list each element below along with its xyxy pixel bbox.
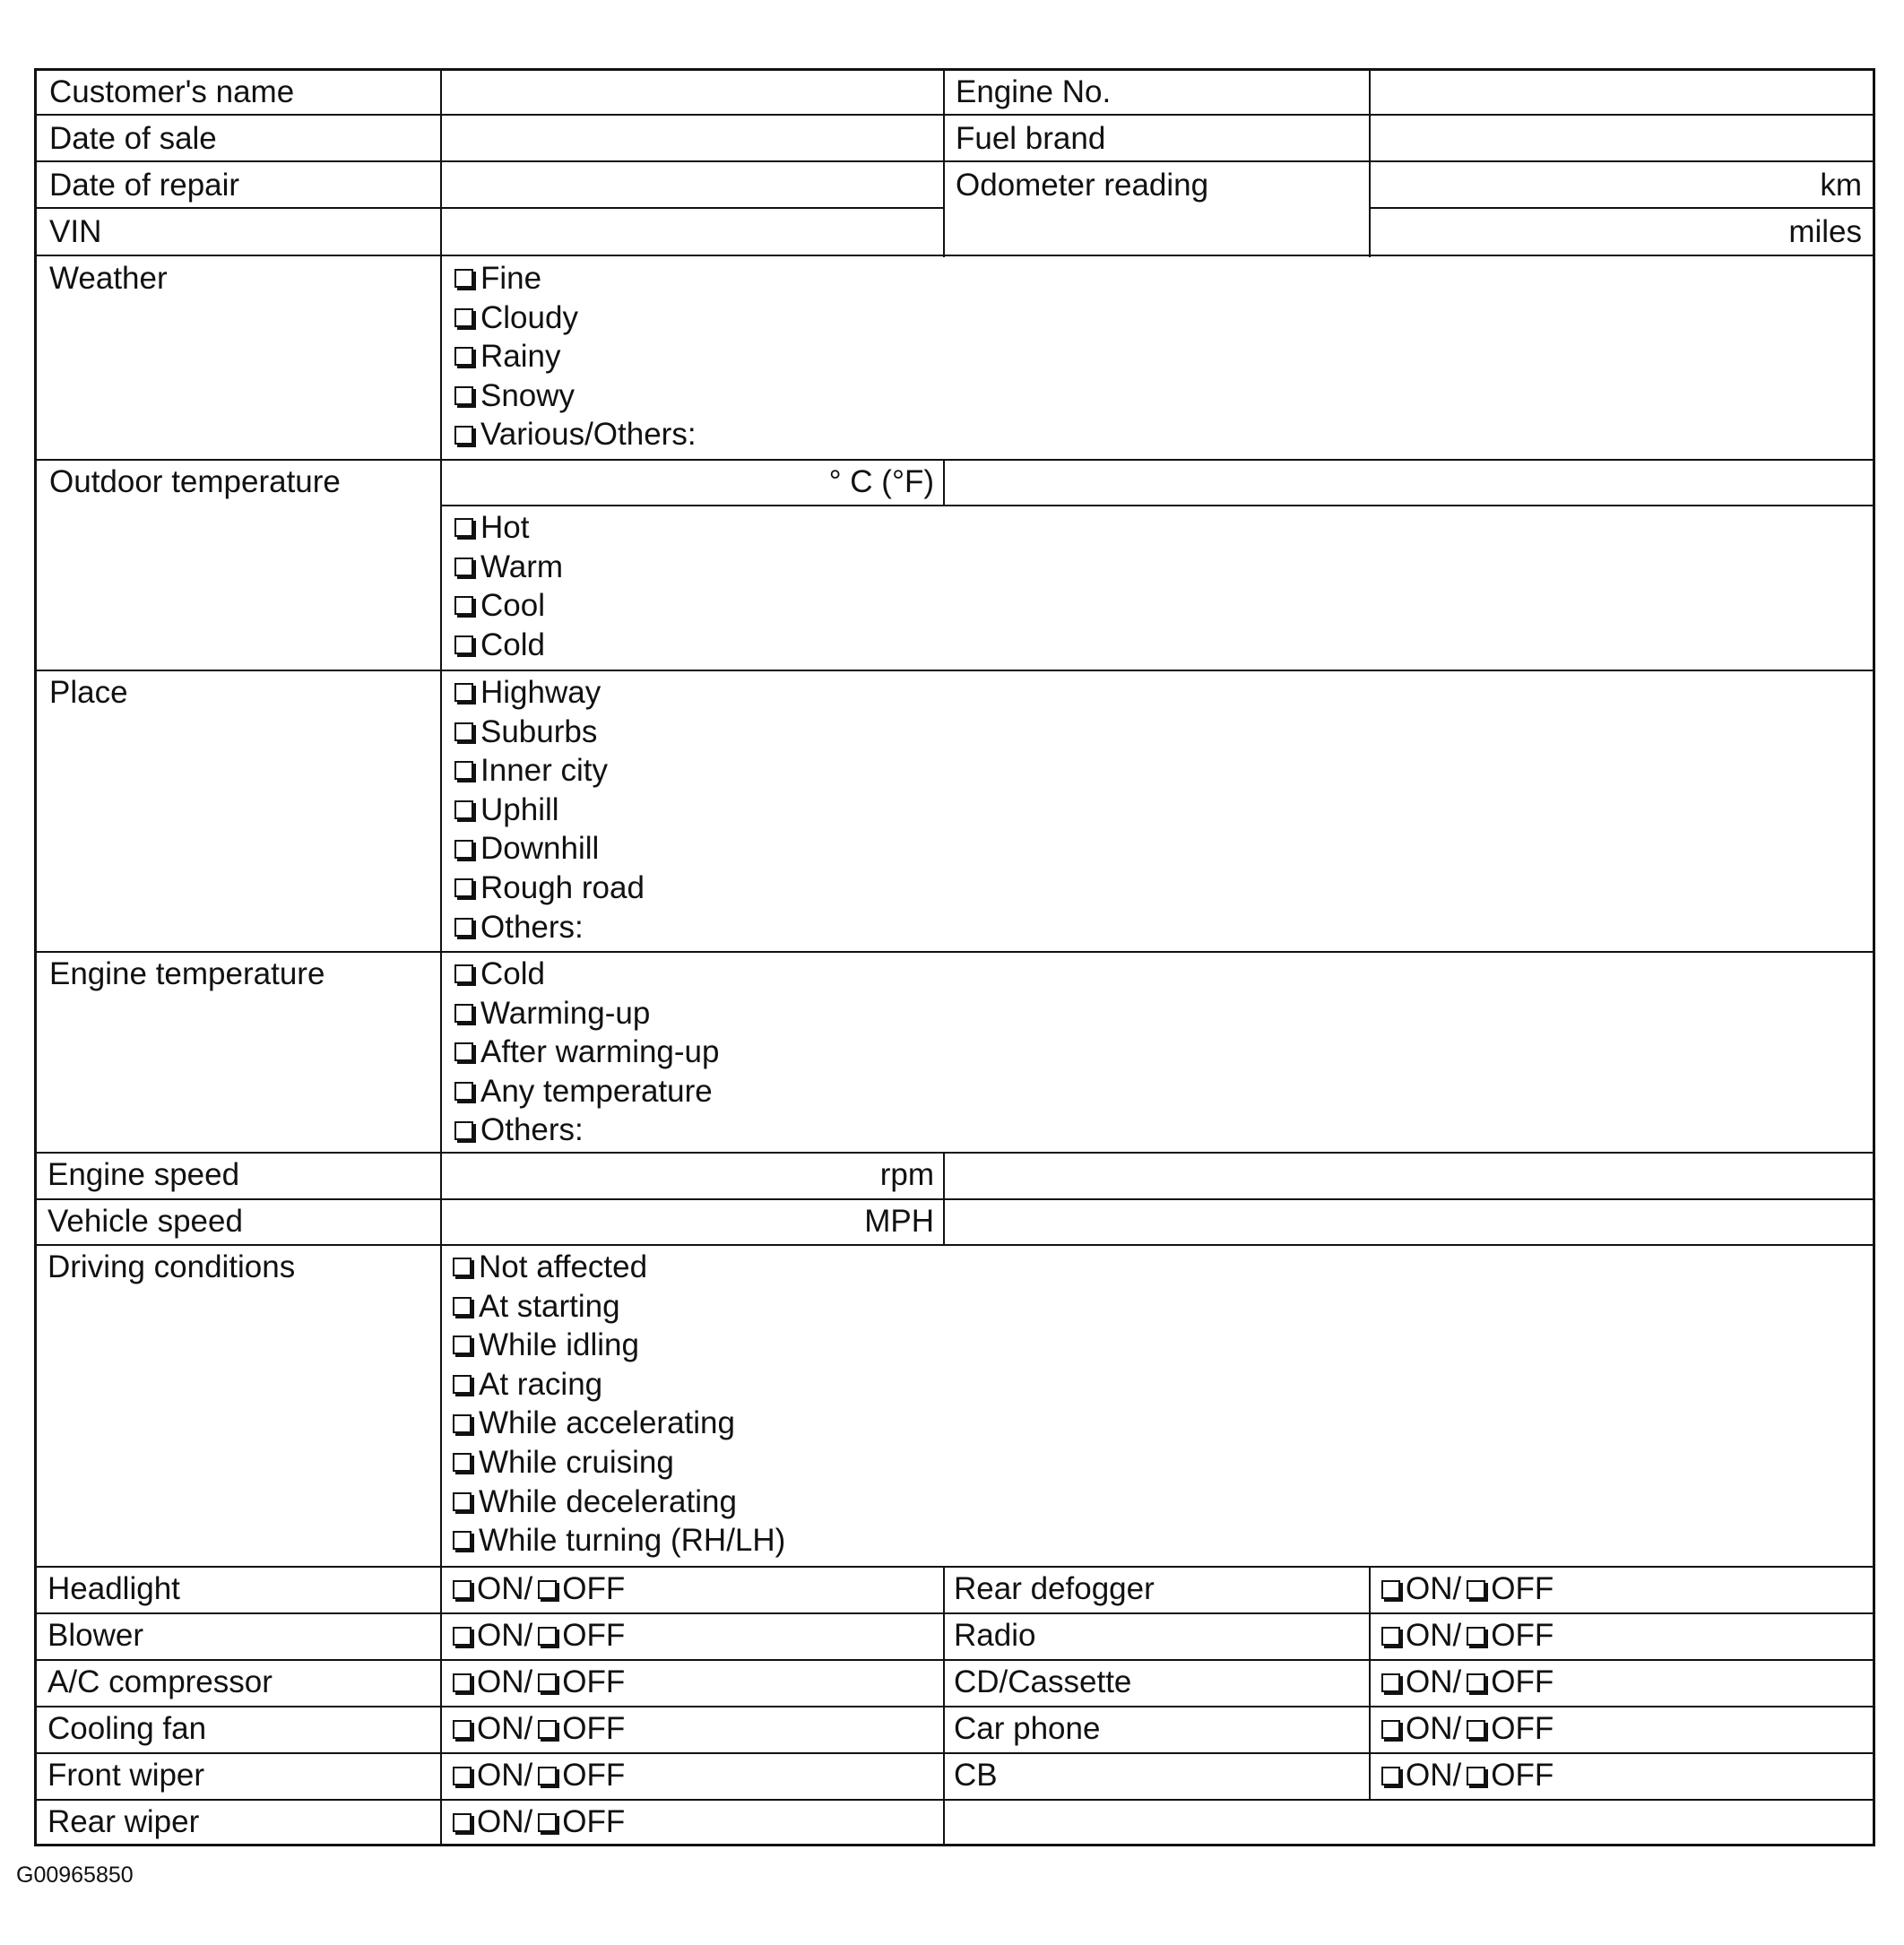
checkbox-icon[interactable] xyxy=(538,1813,557,1832)
checkbox-icon[interactable] xyxy=(538,1673,557,1692)
ac-compressor-label: A/C compressor xyxy=(48,1664,273,1699)
checkbox-icon[interactable] xyxy=(453,1375,472,1394)
ac-compressor-on-off: ON/ OFF xyxy=(453,1663,625,1702)
checkbox-icon[interactable] xyxy=(454,840,473,859)
outdoor-temperature-unit: ° C (°F) xyxy=(828,464,934,499)
driving-conditions-label: Driving conditions xyxy=(48,1249,296,1284)
figure-id: G00965850 xyxy=(16,1863,134,1888)
vin-label: VIN xyxy=(49,214,102,249)
date-of-sale-label: Date of sale xyxy=(49,121,217,156)
place-label: Place xyxy=(49,675,128,710)
checkbox-icon[interactable] xyxy=(454,761,473,780)
checkbox-icon[interactable] xyxy=(538,1580,557,1599)
checkbox-icon[interactable] xyxy=(454,800,473,819)
cb-label: CB xyxy=(954,1758,998,1793)
checkbox-icon[interactable] xyxy=(454,269,473,288)
weather-options xyxy=(454,259,697,454)
checkbox-icon[interactable] xyxy=(453,1767,472,1785)
checkbox-icon[interactable] xyxy=(453,1297,472,1316)
checkbox-icon[interactable] xyxy=(453,1813,472,1832)
checkbox-icon[interactable] xyxy=(453,1673,472,1692)
engine-temperature-option[interactable]: Warming-up xyxy=(454,994,719,1033)
weather-label: Weather xyxy=(49,261,168,296)
cd-cassette-on-off: ON/ OFF xyxy=(1381,1663,1553,1702)
cb-on-off: ON/ OFF xyxy=(1381,1756,1553,1795)
driving-condition-option[interactable]: While accelerating xyxy=(453,1404,785,1443)
checkbox-icon[interactable] xyxy=(454,1121,473,1140)
customers-name-label: Customer's name xyxy=(49,74,295,109)
rear-defogger-on-off: ON/ OFF xyxy=(1381,1569,1553,1609)
checkbox-icon[interactable] xyxy=(453,1453,472,1472)
cooling-fan-label: Cooling fan xyxy=(48,1711,207,1746)
checkbox-icon[interactable] xyxy=(454,426,473,445)
driving-condition-option[interactable]: At racing xyxy=(453,1365,785,1405)
odometer-unit-km: km xyxy=(1820,168,1862,203)
checkbox-icon[interactable] xyxy=(453,1531,472,1550)
engine-speed-label: Engine speed xyxy=(48,1157,240,1192)
radio-on-off: ON/ OFF xyxy=(1381,1616,1553,1655)
rear-wiper-label: Rear wiper xyxy=(48,1804,200,1839)
checkbox-icon[interactable] xyxy=(1467,1627,1485,1646)
checkbox-icon[interactable] xyxy=(454,1082,473,1101)
cooling-fan-on-off: ON/ OFF xyxy=(453,1709,625,1749)
driving-condition-option[interactable]: Not affected xyxy=(453,1248,785,1287)
checkbox-icon[interactable] xyxy=(538,1627,557,1646)
checkbox-icon[interactable] xyxy=(454,1042,473,1061)
checkbox-icon[interactable] xyxy=(1381,1720,1400,1739)
checkbox-icon[interactable] xyxy=(1381,1627,1400,1646)
outdoor-temperature-option[interactable]: Warm xyxy=(454,548,563,587)
outdoor-temperature-options xyxy=(454,508,563,664)
outdoor-temperature-option[interactable]: Cold xyxy=(454,626,563,665)
checkbox-icon[interactable] xyxy=(1467,1767,1485,1785)
weather-option[interactable]: Various/Others: xyxy=(454,415,697,454)
outdoor-temperature-label: Outdoor temperature xyxy=(49,464,341,499)
checkbox-icon[interactable] xyxy=(454,596,473,615)
checkbox-icon[interactable] xyxy=(1381,1580,1400,1599)
blower-on-off: ON/ OFF xyxy=(453,1616,625,1655)
place-option[interactable]: Inner city xyxy=(454,751,645,791)
driving-conditions-options xyxy=(453,1248,785,1560)
weather-option[interactable]: Cloudy xyxy=(454,298,697,338)
outdoor-temperature-option[interactable]: Cool xyxy=(454,586,563,626)
odometer-reading-label: Odometer reading xyxy=(956,168,1209,203)
place-option[interactable]: Downhill xyxy=(454,829,645,869)
place-option[interactable]: Highway xyxy=(454,673,645,713)
weather-option[interactable]: Fine xyxy=(454,259,697,298)
checkbox-icon[interactable] xyxy=(453,1336,472,1354)
checkbox-icon[interactable] xyxy=(453,1580,472,1599)
odometer-unit-miles: miles xyxy=(1788,214,1862,249)
cd-cassette-label: CD/Cassette xyxy=(954,1664,1132,1699)
rear-defogger-label: Rear defogger xyxy=(954,1571,1155,1606)
place-options xyxy=(454,673,645,947)
driving-condition-option[interactable]: While cruising xyxy=(453,1443,785,1483)
rear-wiper-on-off: ON/ OFF xyxy=(453,1802,625,1842)
outdoor-temperature-option[interactable]: Hot xyxy=(454,508,563,548)
front-wiper-on-off: ON/ OFF xyxy=(453,1756,625,1795)
checkbox-icon[interactable] xyxy=(454,964,473,983)
place-option[interactable]: Rough road xyxy=(454,869,645,908)
checkbox-icon[interactable] xyxy=(454,518,473,537)
place-option[interactable]: Others: xyxy=(454,908,645,947)
checkbox-icon[interactable] xyxy=(454,558,473,576)
checkbox-icon[interactable] xyxy=(453,1720,472,1739)
engine-temperature-options xyxy=(454,955,719,1150)
engine-temperature-option[interactable]: Others: xyxy=(454,1111,719,1150)
checkbox-icon[interactable] xyxy=(1467,1720,1485,1739)
checkbox-icon[interactable] xyxy=(538,1767,557,1785)
engine-no-label: Engine No. xyxy=(956,74,1112,109)
place-option[interactable]: Suburbs xyxy=(454,713,645,752)
headlight-label: Headlight xyxy=(48,1571,180,1606)
checkbox-icon[interactable] xyxy=(454,683,473,702)
checkbox-icon[interactable] xyxy=(454,878,473,897)
checkbox-icon[interactable] xyxy=(453,1258,472,1276)
checkbox-icon[interactable] xyxy=(1467,1673,1485,1692)
driving-condition-option[interactable]: While turning (RH/LH) xyxy=(453,1521,785,1560)
driving-condition-option[interactable]: While idling xyxy=(453,1326,785,1365)
radio-label: Radio xyxy=(954,1618,1036,1653)
checkbox-icon[interactable] xyxy=(1467,1580,1485,1599)
checkbox-icon[interactable] xyxy=(453,1492,472,1511)
checkbox-icon[interactable] xyxy=(454,722,473,741)
date-of-repair-label: Date of repair xyxy=(49,168,240,203)
engine-temperature-option[interactable]: Any temperature xyxy=(454,1072,719,1111)
front-wiper-label: Front wiper xyxy=(48,1758,205,1793)
driving-condition-option[interactable]: While decelerating xyxy=(453,1483,785,1522)
fuel-brand-label: Fuel brand xyxy=(956,121,1106,156)
engine-temperature-option[interactable]: After warming-up xyxy=(454,1033,719,1072)
place-option[interactable]: Uphill xyxy=(454,791,645,830)
checkbox-icon[interactable] xyxy=(1381,1767,1400,1785)
weather-option[interactable]: Snowy xyxy=(454,376,697,416)
checkbox-icon[interactable] xyxy=(454,347,473,366)
checkbox-icon[interactable] xyxy=(1381,1673,1400,1692)
vehicle-speed-label: Vehicle speed xyxy=(48,1204,243,1239)
engine-temperature-option[interactable]: Cold xyxy=(454,955,719,994)
car-phone-on-off: ON/ OFF xyxy=(1381,1709,1553,1749)
car-phone-label: Car phone xyxy=(954,1711,1101,1746)
vehicle-speed-unit: MPH xyxy=(864,1204,934,1239)
checkbox-icon[interactable] xyxy=(454,386,473,405)
diagnostic-worksheet-form xyxy=(34,68,1875,1846)
weather-option[interactable]: Rainy xyxy=(454,337,697,376)
checkbox-icon[interactable] xyxy=(453,1627,472,1646)
headlight-on-off: ON/ OFF xyxy=(453,1569,625,1609)
checkbox-icon[interactable] xyxy=(454,635,473,654)
blower-label: Blower xyxy=(48,1618,143,1653)
engine-temperature-label: Engine temperature xyxy=(49,956,325,991)
checkbox-icon[interactable] xyxy=(453,1414,472,1433)
checkbox-icon[interactable] xyxy=(454,1004,473,1023)
driving-condition-option[interactable]: At starting xyxy=(453,1287,785,1327)
checkbox-icon[interactable] xyxy=(454,308,473,327)
checkbox-icon[interactable] xyxy=(538,1720,557,1739)
engine-speed-unit: rpm xyxy=(879,1157,934,1192)
checkbox-icon[interactable] xyxy=(454,918,473,937)
